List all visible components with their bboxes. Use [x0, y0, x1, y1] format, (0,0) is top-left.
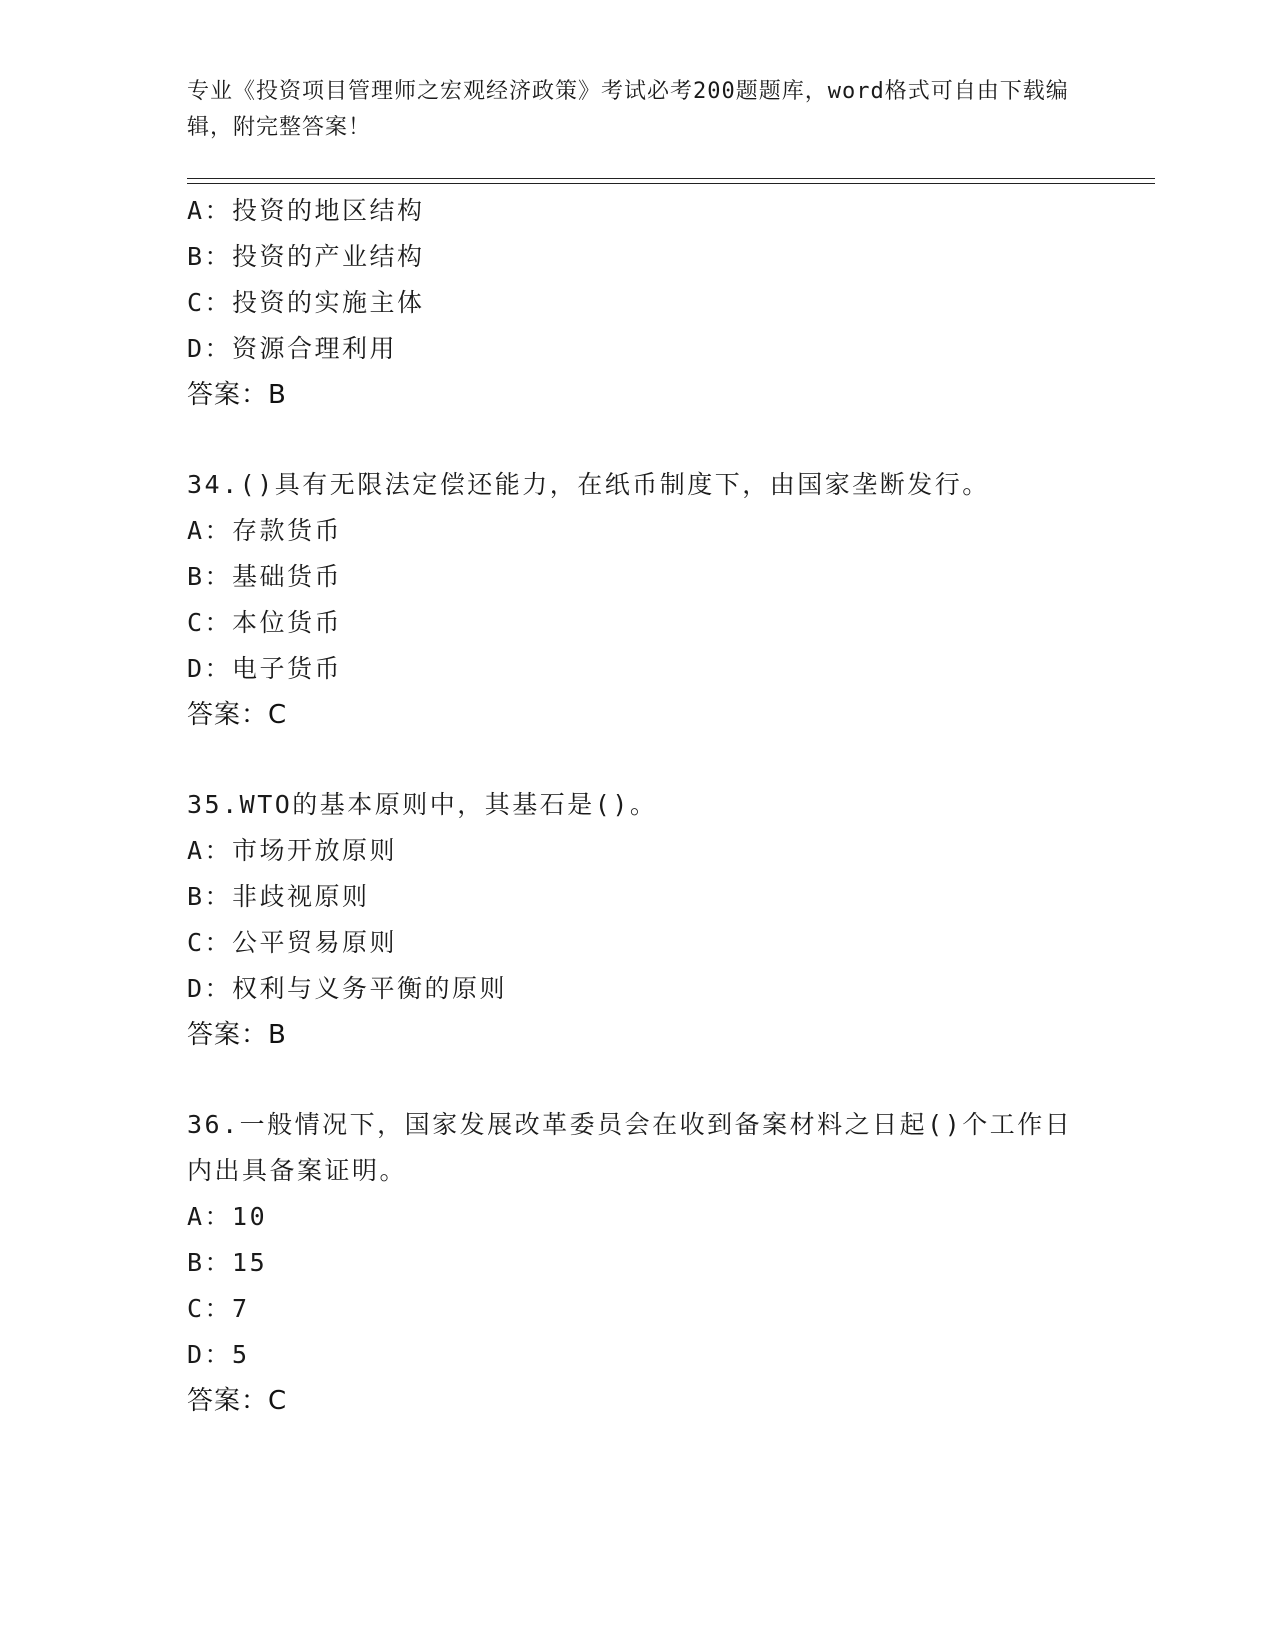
question-text: 34.()具有无限法定偿还能力，在纸币制度下，由国家垄断发行。 — [187, 470, 990, 499]
option-b: B：非歧视原则 — [187, 882, 370, 911]
option-c: C：公平贸易原则 — [187, 928, 398, 957]
option-b: B：15 — [187, 1248, 268, 1277]
answer-line: 答案：B — [187, 380, 287, 410]
question-block-36 — [187, 1102, 1147, 1424]
option-b: B：基础货币 — [187, 562, 343, 591]
option-a: A：10 — [187, 1202, 268, 1231]
question-block-35 — [187, 782, 1147, 1058]
answer-line: 答案：C — [187, 1386, 288, 1416]
question-block-33 — [187, 188, 1147, 418]
option-d: D：电子货币 — [187, 654, 343, 683]
question-text: 35.WTO的基本原则中，其基石是()。 — [187, 790, 658, 819]
option-c: C：本位货币 — [187, 608, 343, 637]
header-divider-top — [187, 178, 1155, 179]
option-d: D：5 — [187, 1340, 250, 1369]
option-b: B：投资的产业结构 — [187, 242, 425, 271]
option-a: A：投资的地区结构 — [187, 196, 425, 225]
option-c: C：投资的实施主体 — [187, 288, 425, 317]
option-c: C：7 — [187, 1294, 250, 1323]
question-block-34 — [187, 462, 1147, 738]
option-a: A：市场开放原则 — [187, 836, 398, 865]
option-d: D：权利与义务平衡的原则 — [187, 974, 508, 1003]
option-a: A：存款货币 — [187, 516, 343, 545]
answer-line: 答案：C — [187, 700, 288, 730]
question-list — [187, 188, 1147, 1424]
option-d: D：资源合理利用 — [187, 334, 398, 363]
question-text: 36.一般情况下，国家发展改革委员会在收到备案材料之日起()个工作日内出具备案证明。 — [187, 1110, 1073, 1185]
answer-line: 答案：B — [187, 1020, 287, 1050]
header-divider-bottom — [187, 183, 1155, 184]
document-header: 专业《投资项目管理师之宏观经济政策》考试必考200题题库，word格式可自由下载编辑，附完整答案！ — [187, 79, 1069, 140]
